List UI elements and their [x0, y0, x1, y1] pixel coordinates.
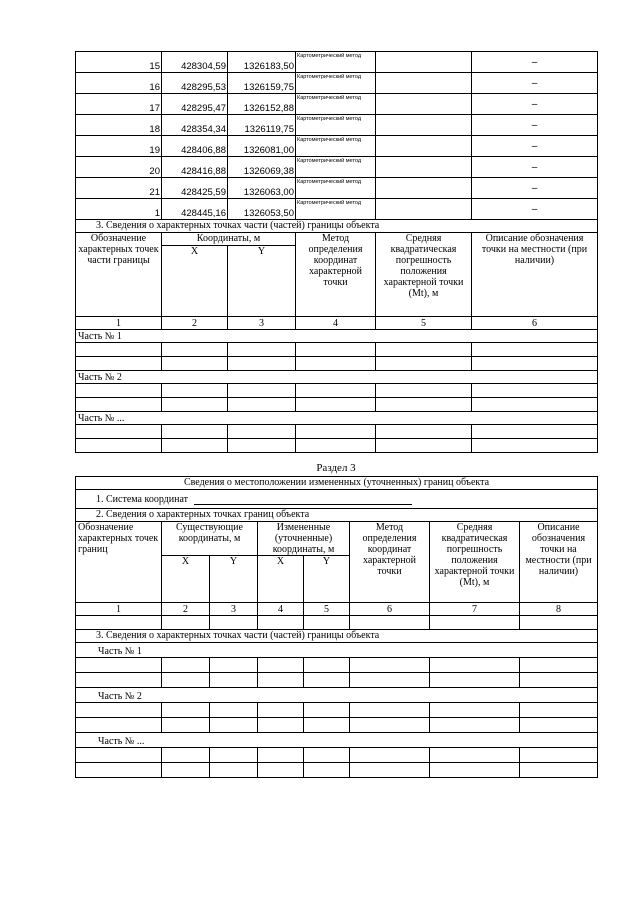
point-number: 17 [76, 94, 162, 115]
coord-system-field[interactable] [194, 493, 412, 505]
part-label: Часть № ... [76, 412, 598, 425]
col-designation-header: Обозначение характерных точек границ [76, 522, 162, 603]
part-label: Часть № 2 [76, 371, 598, 384]
table-cell[interactable] [304, 748, 350, 763]
table-cell[interactable] [472, 343, 598, 357]
parts-heading: 3. Сведения о характерных точках части (частей) границы объекта [76, 220, 598, 233]
table-cell[interactable] [520, 748, 598, 763]
table-cell[interactable] [296, 384, 376, 398]
coord-y-value: 1326063,00 [228, 178, 296, 199]
coord-y-value: 1326053,50 [228, 199, 296, 220]
method-value: Картометрический метод [296, 178, 376, 199]
table-cell[interactable] [296, 425, 376, 439]
coord-x-value: 428354,34 [162, 115, 228, 136]
col-existing-header: Существующие координаты, м [162, 522, 258, 556]
column-number: 8 [520, 603, 598, 616]
method-value: Картометрический метод [296, 52, 376, 73]
table-cell[interactable] [296, 439, 376, 453]
part-label: Часть № 2 [76, 688, 598, 703]
table-cell[interactable] [228, 384, 296, 398]
accuracy-value [376, 136, 472, 157]
point-number: 1 [76, 199, 162, 220]
table-cell[interactable] [258, 748, 304, 763]
point-number: 16 [76, 73, 162, 94]
table-cell[interactable] [258, 718, 304, 733]
table-cell[interactable] [350, 616, 430, 630]
table-cell[interactable] [228, 343, 296, 357]
point-number: 21 [76, 178, 162, 199]
coord-y-value: 1326183,50 [228, 52, 296, 73]
table-cell[interactable] [76, 748, 162, 763]
col-existing-y-header: Y [210, 556, 258, 603]
part-row [76, 371, 598, 384]
table-cell[interactable] [520, 763, 598, 778]
table-cell[interactable] [162, 398, 228, 412]
method-value: Картометрический метод [296, 136, 376, 157]
table-cell[interactable] [304, 703, 350, 718]
table-cell[interactable] [304, 658, 350, 673]
table-cell[interactable] [520, 673, 598, 688]
description-value: – [472, 136, 598, 157]
table-cell[interactable] [162, 384, 228, 398]
table-cell[interactable] [304, 616, 350, 630]
table-cell[interactable] [430, 718, 520, 733]
table-cell[interactable] [520, 703, 598, 718]
table-cell[interactable] [210, 763, 258, 778]
table-cell[interactable] [296, 343, 376, 357]
point-number: 15 [76, 52, 162, 73]
table-cell[interactable] [304, 718, 350, 733]
table-cell[interactable] [210, 658, 258, 673]
coordinate-row [76, 157, 598, 178]
method-value: Картометрический метод [296, 73, 376, 94]
table-cell[interactable] [76, 718, 162, 733]
table-row [76, 718, 598, 733]
table-cell[interactable] [210, 748, 258, 763]
table-cell[interactable] [76, 398, 162, 412]
accuracy-value [376, 157, 472, 178]
table-cell[interactable] [76, 439, 162, 453]
point-number: 20 [76, 157, 162, 178]
table-row [76, 763, 598, 778]
column-number: 4 [296, 317, 376, 330]
coordinate-row [76, 199, 598, 220]
table-cell[interactable] [472, 439, 598, 453]
column-number: 5 [304, 603, 350, 616]
table-cell[interactable] [430, 763, 520, 778]
coord-x-value: 428445,16 [162, 199, 228, 220]
column-number: 2 [162, 317, 228, 330]
accuracy-value [376, 52, 472, 73]
method-value: Картометрический метод [296, 115, 376, 136]
coord-x-value: 428416,88 [162, 157, 228, 178]
table-cell[interactable] [304, 673, 350, 688]
accuracy-value [376, 73, 472, 94]
points-heading: 2. Сведения о характерных точках границ объекта [76, 509, 598, 522]
coord-system-label: 1. Система координат [96, 494, 189, 505]
table-cell[interactable] [258, 673, 304, 688]
point-number: 18 [76, 115, 162, 136]
section-title: Раздел 3 [316, 462, 356, 474]
table-cell[interactable] [76, 357, 162, 371]
col-accuracy-header: Средняя квадратическая погрешность положения характерной точки (Mt), м [376, 233, 472, 317]
method-value: Картометрический метод [296, 94, 376, 115]
table-cell[interactable] [228, 357, 296, 371]
col-changed-y-header: Y [304, 556, 350, 603]
coordinate-row [76, 52, 598, 73]
table-cell[interactable] [162, 425, 228, 439]
table-cell[interactable] [350, 763, 430, 778]
table-cell[interactable] [296, 357, 376, 371]
description-value: – [472, 115, 598, 136]
table-cell[interactable] [228, 439, 296, 453]
table-cell[interactable] [76, 384, 162, 398]
accuracy-value [376, 178, 472, 199]
table-row [76, 658, 598, 673]
column-number: 3 [228, 317, 296, 330]
column-number: 6 [350, 603, 430, 616]
table-cell[interactable] [258, 763, 304, 778]
table-cell[interactable] [162, 658, 210, 673]
table-cell[interactable] [76, 343, 162, 357]
table-row [76, 343, 598, 357]
col-coords-header: Координаты, м [162, 233, 296, 246]
table-cell[interactable] [258, 616, 304, 630]
table-cell[interactable] [258, 703, 304, 718]
table-cell[interactable] [162, 439, 228, 453]
table-cell[interactable] [350, 718, 430, 733]
part-row [76, 733, 598, 748]
table-cell[interactable] [258, 658, 304, 673]
section3-subtitle: Сведения о местоположении измененных (уточненных) границ объекта [76, 477, 598, 490]
part-label: Часть № ... [76, 733, 598, 748]
column-number: 2 [162, 603, 210, 616]
description-value: – [472, 52, 598, 73]
table-cell[interactable] [472, 357, 598, 371]
table-cell[interactable] [350, 673, 430, 688]
table-cell[interactable] [76, 703, 162, 718]
col-changed-x-header: X [258, 556, 304, 603]
column-number: 3 [210, 603, 258, 616]
method-value: Картометрический метод [296, 157, 376, 178]
table-cell[interactable] [430, 673, 520, 688]
accuracy-value [376, 199, 472, 220]
accuracy-value [376, 115, 472, 136]
table-cell[interactable] [304, 763, 350, 778]
description-value: – [472, 73, 598, 94]
coord-x-value: 428425,59 [162, 178, 228, 199]
accuracy-value [376, 94, 472, 115]
table-cell[interactable] [520, 616, 598, 630]
table-row [76, 357, 598, 371]
table-row [76, 703, 598, 718]
table-cell[interactable] [162, 703, 210, 718]
table-cell[interactable] [210, 616, 258, 630]
coordinate-row [76, 115, 598, 136]
table-cell[interactable] [430, 703, 520, 718]
table-cell[interactable] [228, 398, 296, 412]
col-method-header: Метод определения координат характерной точки [350, 522, 430, 603]
table-cell[interactable] [376, 357, 472, 371]
coordinate-row [76, 178, 598, 199]
col-y-header: Y [228, 246, 296, 317]
table-row [76, 398, 598, 412]
part-row [76, 643, 598, 658]
table-cell[interactable] [76, 616, 162, 630]
column-number: 1 [76, 317, 162, 330]
point-number: 19 [76, 136, 162, 157]
coord-x-value: 428304,59 [162, 52, 228, 73]
col-changed-header: Измененные (уточненные) координаты, м [258, 522, 350, 556]
lower-table [75, 476, 598, 778]
table-cell[interactable] [162, 343, 228, 357]
table-cell[interactable] [376, 398, 472, 412]
description-value: – [472, 94, 598, 115]
part-label: Часть № 1 [76, 330, 598, 343]
upper-table [75, 51, 598, 453]
table-cell[interactable] [520, 658, 598, 673]
table-cell[interactable] [210, 673, 258, 688]
table-cell[interactable] [472, 425, 598, 439]
table-cell[interactable] [76, 763, 162, 778]
table-cell[interactable] [376, 384, 472, 398]
table-cell[interactable] [430, 616, 520, 630]
table-cell[interactable] [162, 763, 210, 778]
column-number: 5 [376, 317, 472, 330]
coordinate-row [76, 73, 598, 94]
table-cell[interactable] [350, 703, 430, 718]
table-cell[interactable] [162, 748, 210, 763]
coord-x-value: 428295,47 [162, 94, 228, 115]
table-cell[interactable] [76, 673, 162, 688]
table-cell[interactable] [296, 398, 376, 412]
table-row [76, 748, 598, 763]
coord-y-value: 1326119,75 [228, 115, 296, 136]
column-number: 4 [258, 603, 304, 616]
part-row [76, 330, 598, 343]
table-cell[interactable] [76, 425, 162, 439]
col-existing-x-header: X [162, 556, 210, 603]
description-value: – [472, 199, 598, 220]
col-description-header: Описание обозначения точки на местности (при наличии) [520, 522, 598, 603]
table-cell[interactable] [472, 384, 598, 398]
column-number: 6 [472, 317, 598, 330]
description-value: – [472, 178, 598, 199]
part-row [76, 412, 598, 425]
coord-x-value: 428406,88 [162, 136, 228, 157]
coord-y-value: 1326159,75 [228, 73, 296, 94]
table-cell[interactable] [162, 357, 228, 371]
table-cell[interactable] [430, 658, 520, 673]
col-description-header: Описание обозначения точки на местности (при наличии) [472, 233, 598, 317]
table-cell[interactable] [210, 718, 258, 733]
coordinate-row [76, 94, 598, 115]
method-value: Картометрический метод [296, 199, 376, 220]
table-cell[interactable] [472, 398, 598, 412]
table-row [76, 673, 598, 688]
col-method-header: Метод определения координат характерной точки [296, 233, 376, 317]
table-row [76, 439, 598, 453]
table-cell[interactable] [430, 748, 520, 763]
table-cell[interactable] [162, 718, 210, 733]
table-cell[interactable] [376, 343, 472, 357]
table-row [76, 384, 598, 398]
table-cell[interactable] [76, 658, 162, 673]
description-value: – [472, 157, 598, 178]
coord-y-value: 1326152,88 [228, 94, 296, 115]
coord-y-value: 1326069,38 [228, 157, 296, 178]
coordinate-row [76, 136, 598, 157]
table-row [76, 425, 598, 439]
part-row [76, 688, 598, 703]
table-cell[interactable] [350, 658, 430, 673]
table-cell[interactable] [376, 425, 472, 439]
col-accuracy-header: Средняя квадратическая погрешность положения характерной точки (Mt), м [430, 522, 520, 603]
table-cell[interactable] [228, 425, 296, 439]
parts-heading: 3. Сведения о характерных точках части (частей) границы объекта [76, 630, 598, 643]
table-cell[interactable] [162, 673, 210, 688]
table-cell[interactable] [162, 616, 210, 630]
table-cell[interactable] [520, 718, 598, 733]
table-cell[interactable] [210, 703, 258, 718]
table-cell[interactable] [350, 748, 430, 763]
coord-y-value: 1326081,00 [228, 136, 296, 157]
part-label: Часть № 1 [76, 643, 598, 658]
column-number: 1 [76, 603, 162, 616]
col-designation-header: Обозначение характерных точек части границы [76, 233, 162, 317]
coord-x-value: 428295,53 [162, 73, 228, 94]
table-cell[interactable] [376, 439, 472, 453]
column-number: 7 [430, 603, 520, 616]
col-x-header: X [162, 246, 228, 317]
coord-system-row [76, 490, 598, 509]
